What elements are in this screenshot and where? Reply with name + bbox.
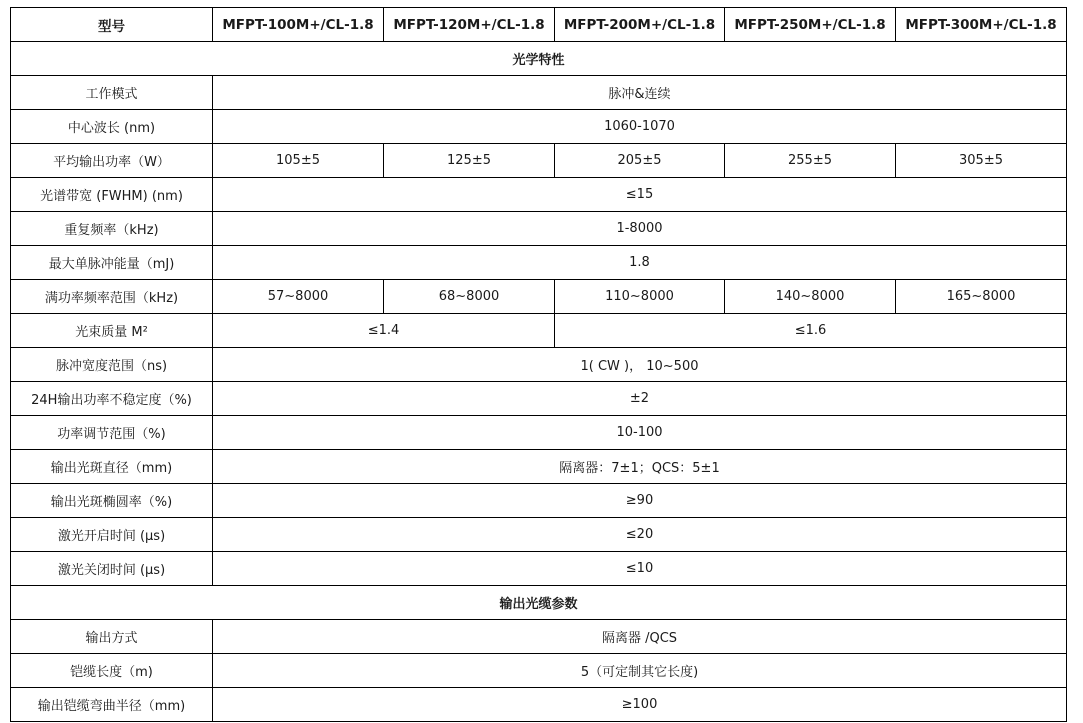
table-row (11, 484, 1067, 518)
param-value: ≤1.4 (213, 314, 555, 348)
param-value: 305±5 (896, 144, 1067, 178)
param-label: 光谱带宽 (FWHM) (nm) (11, 178, 213, 212)
param-value: 1( CW )， 10~500 (213, 348, 1067, 382)
param-value: 隔离器 /QCS (213, 620, 1067, 654)
section-title: 光学特性 (11, 42, 1067, 76)
table-row (11, 518, 1067, 552)
param-label: 激光开启时间 (μs) (11, 518, 213, 552)
param-label: 光束质量 M² (11, 314, 213, 348)
param-value: 隔离器：7±1；QCS：5±1 (213, 450, 1067, 484)
param-value: 10-100 (213, 416, 1067, 450)
param-label: 最大单脉冲能量（mJ) (11, 246, 213, 280)
table-row (11, 280, 1067, 314)
param-value: ≤15 (213, 178, 1067, 212)
model-name-cell: MFPT-300M+/CL-1.8 (896, 8, 1067, 42)
table-row (11, 416, 1067, 450)
table-row (11, 144, 1067, 178)
param-label: 脉冲宽度范围（ns) (11, 348, 213, 382)
param-label: 24H输出功率不稳定度（%) (11, 382, 213, 416)
param-label: 输出光斑直径（mm) (11, 450, 213, 484)
table-row (11, 246, 1067, 280)
model-name-cell: MFPT-250M+/CL-1.8 (725, 8, 896, 42)
table-row (11, 212, 1067, 246)
param-label: 工作模式 (11, 76, 213, 110)
param-value: 5（可定制其它长度) (213, 654, 1067, 688)
table-row (11, 76, 1067, 110)
param-value: 140~8000 (725, 280, 896, 314)
param-value: 1060-1070 (213, 110, 1067, 144)
spec-table (10, 7, 1067, 722)
table-row (11, 552, 1067, 586)
param-label: 输出光斑椭圆率（%) (11, 484, 213, 518)
param-label: 重复频率（kHz) (11, 212, 213, 246)
param-value: ≥90 (213, 484, 1067, 518)
param-label: 输出方式 (11, 620, 213, 654)
param-value: ≤10 (213, 552, 1067, 586)
model-name-cell: MFPT-120M+/CL-1.8 (384, 8, 555, 42)
table-row (11, 110, 1067, 144)
param-label: 输出铠缆弯曲半径（mm) (11, 688, 213, 722)
param-value: 105±5 (213, 144, 384, 178)
section-row-optical (11, 42, 1067, 76)
param-value: 1.8 (213, 246, 1067, 280)
param-label: 满功率频率范围（kHz) (11, 280, 213, 314)
param-value: ≥100 (213, 688, 1067, 722)
param-value: 1-8000 (213, 212, 1067, 246)
table-row (11, 450, 1067, 484)
param-label: 铠缆长度（m) (11, 654, 213, 688)
section-title: 输出光缆参数 (11, 586, 1067, 620)
table-row (11, 688, 1067, 722)
param-label: 平均输出功率（W） (11, 144, 213, 178)
table-row (11, 314, 1067, 348)
table-row (11, 178, 1067, 212)
model-name-cell: MFPT-100M+/CL-1.8 (213, 8, 384, 42)
model-name-cell: MFPT-200M+/CL-1.8 (555, 8, 725, 42)
param-label: 功率调节范围（%) (11, 416, 213, 450)
table-row (11, 348, 1067, 382)
param-value: 255±5 (725, 144, 896, 178)
param-value: 57~8000 (213, 280, 384, 314)
table-row (11, 382, 1067, 416)
param-label: 激光关闭时间 (μs) (11, 552, 213, 586)
param-value: 125±5 (384, 144, 555, 178)
table-row (11, 620, 1067, 654)
param-value: ±2 (213, 382, 1067, 416)
model-label-cell: 型号 (11, 8, 213, 42)
param-value: 165~8000 (896, 280, 1067, 314)
table-row (11, 654, 1067, 688)
param-value: 68~8000 (384, 280, 555, 314)
param-value: ≤1.6 (555, 314, 1067, 348)
param-value: ≤20 (213, 518, 1067, 552)
param-value: 110~8000 (555, 280, 725, 314)
param-label: 中心波长 (nm) (11, 110, 213, 144)
param-value: 脉冲&连续 (213, 76, 1067, 110)
param-value: 205±5 (555, 144, 725, 178)
model-header-row (11, 8, 1067, 42)
section-row-cable (11, 586, 1067, 620)
